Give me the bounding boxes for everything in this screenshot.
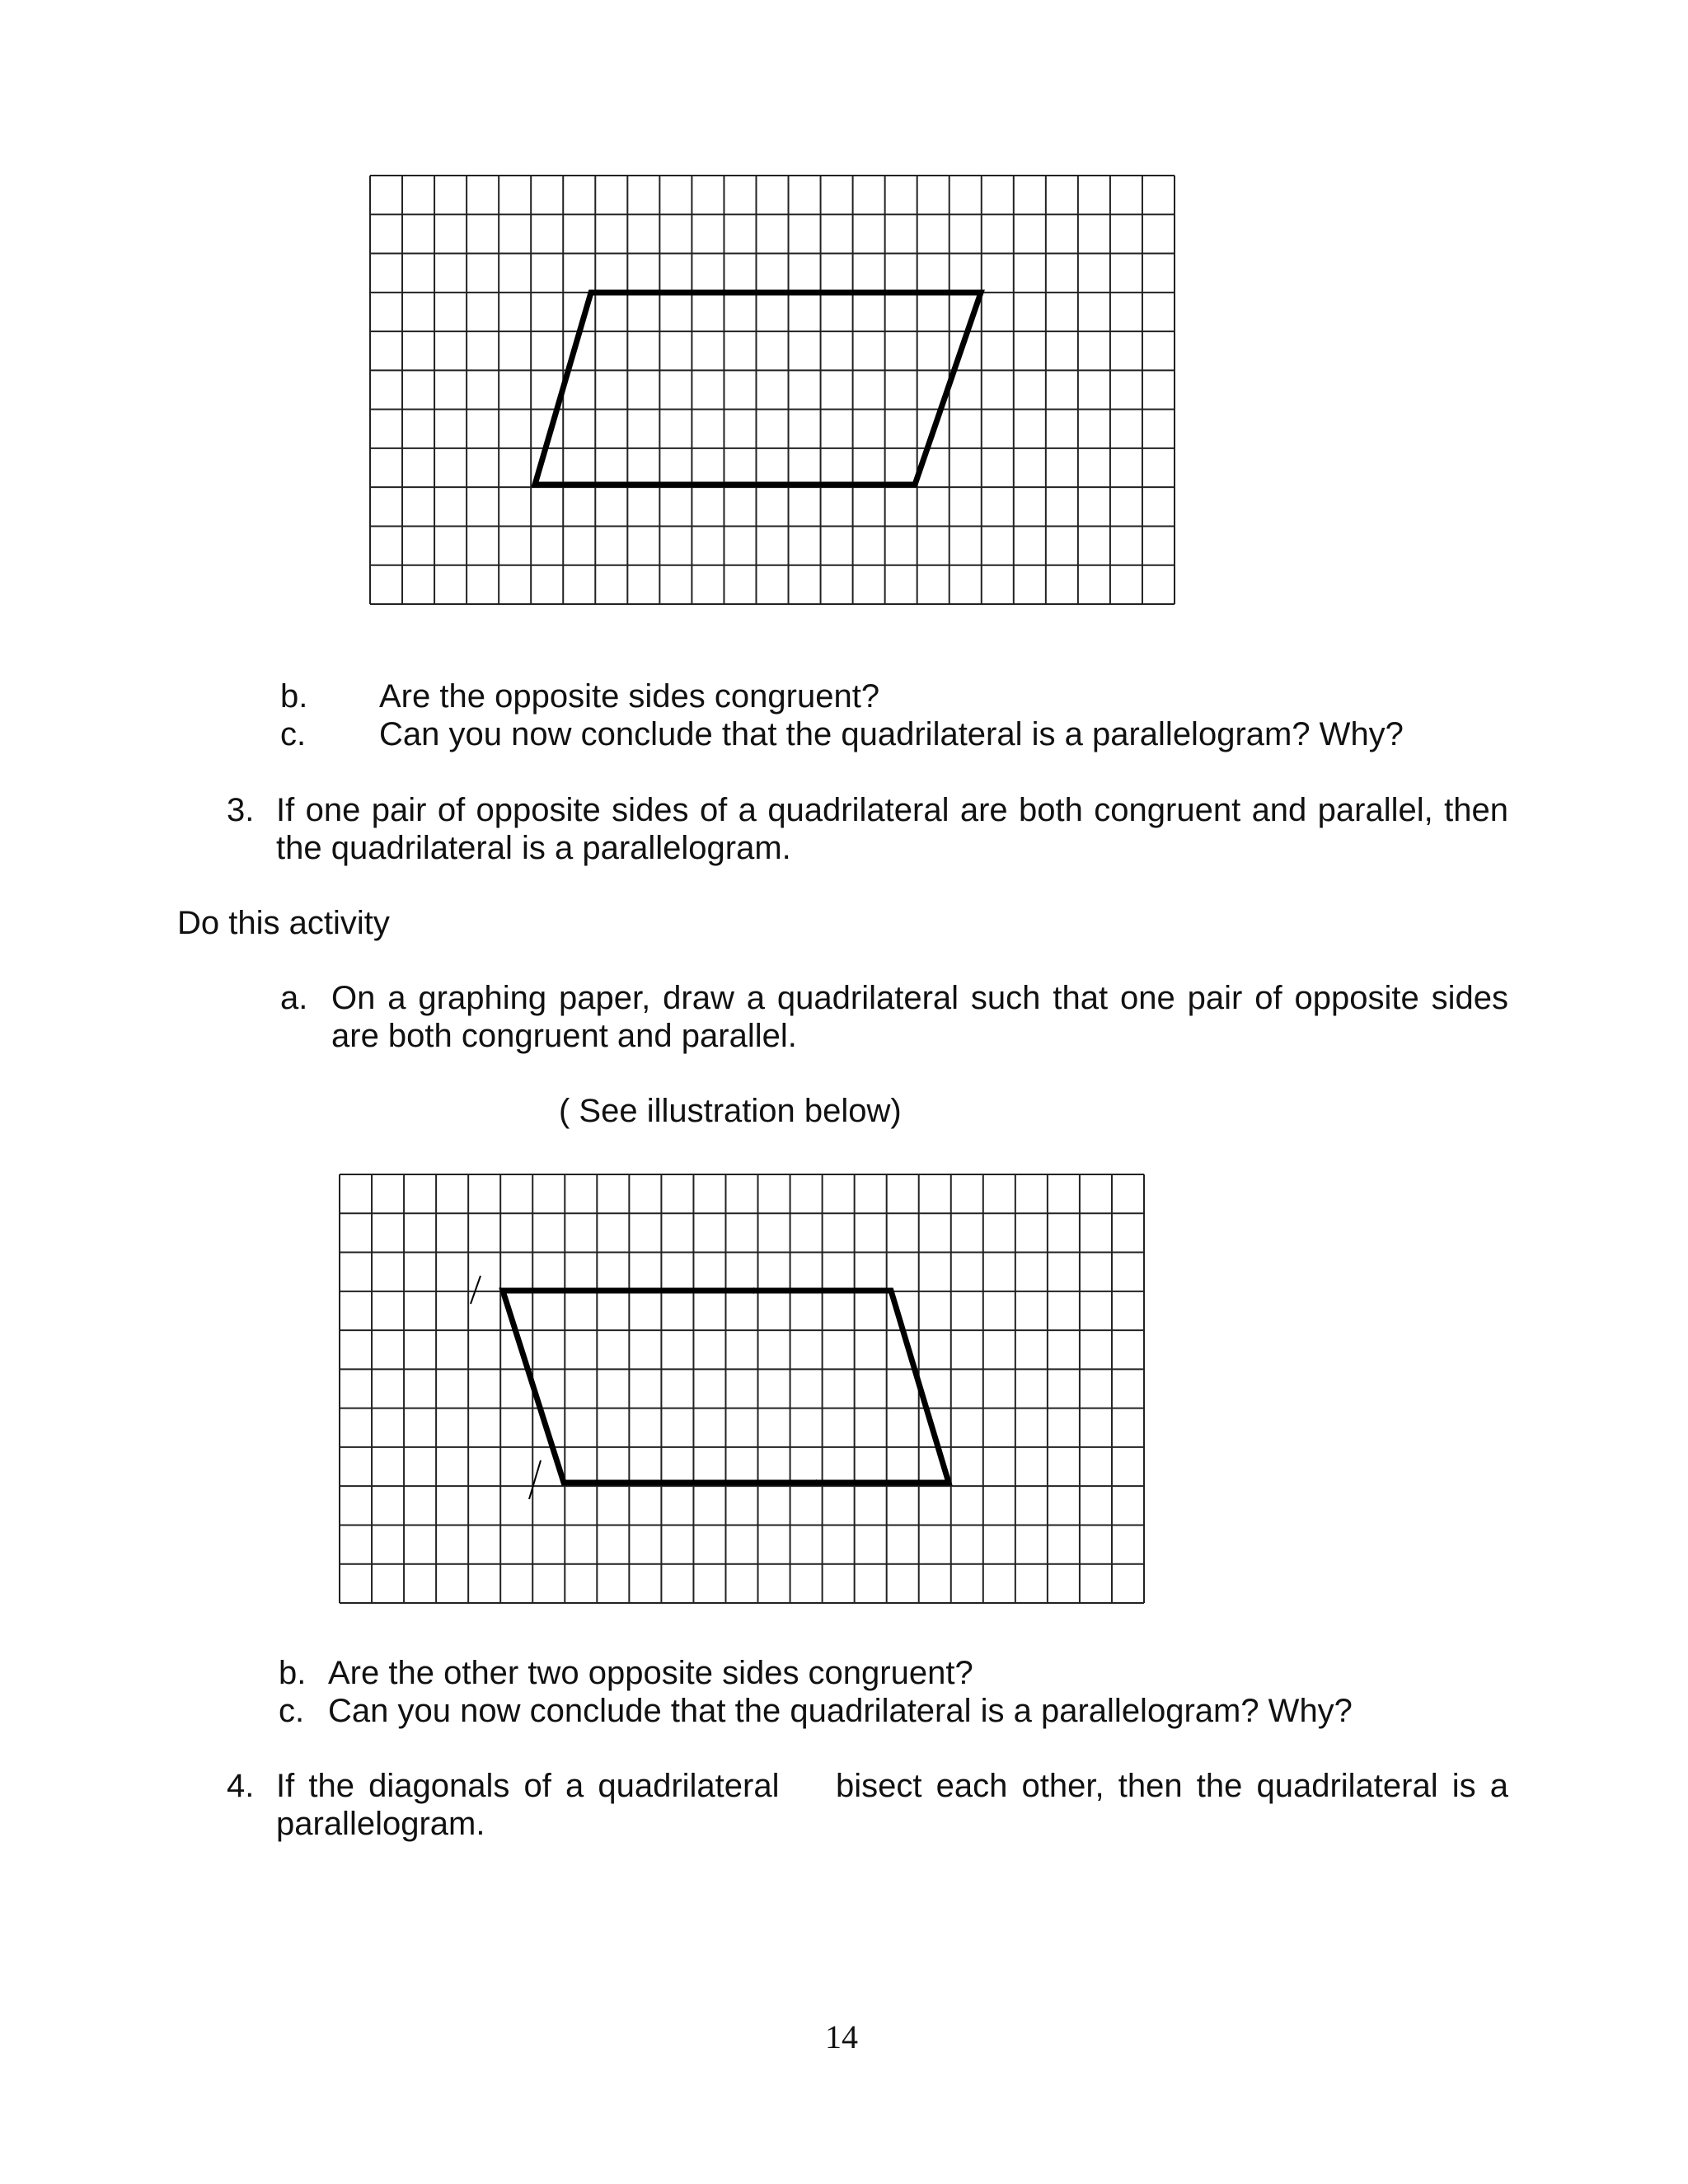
graph-grid-2	[339, 1174, 1145, 1604]
list-item-b-text: Are the opposite sides congruent?	[379, 678, 880, 715]
item-3-number: 3.	[227, 792, 255, 828]
activity-a-line-1: On a graphing paper, draw a quadrilateral such that one pair of opposite sides	[331, 980, 1508, 1016]
list-item-c-text: Can you now conclude that the quadrilateral is a parallelogram? Why?	[379, 716, 1404, 752]
list-item-c-letter: c.	[280, 716, 307, 752]
item-4-line-1: If the diagonals of a quadrilateral bisect each other, then the quadrilateral is a	[276, 1768, 1508, 1804]
activity-a-letter: a.	[280, 980, 308, 1016]
list-item-c2-letter: c.	[279, 1693, 305, 1729]
grid-lines	[340, 1174, 1144, 1603]
see-illustration-note: ( See illustration below)	[559, 1093, 902, 1129]
page-number: 14	[825, 2018, 858, 2055]
item-4-number: 4.	[227, 1768, 255, 1804]
item-4-line-2: parallelogram.	[276, 1806, 485, 1842]
parallelogram-1	[535, 293, 981, 485]
list-item-c2-text: Can you now conclude that the quadrilateral is a parallelogram? Why?	[328, 1693, 1353, 1729]
grid-lines	[370, 176, 1175, 604]
list-item-b2-letter: b.	[279, 1655, 307, 1691]
list-item-b2-text: Are the other two opposite sides congruent?	[328, 1655, 973, 1691]
congruence-tick-top	[471, 1276, 481, 1304]
activity-heading: Do this activity	[177, 905, 390, 941]
list-item-b-letter: b.	[280, 678, 308, 715]
graph-grid-1	[369, 175, 1175, 605]
item-3-line-1: If one pair of opposite sides of a quadrilateral are both congruent and parallel, then	[276, 792, 1508, 828]
item-3-line-2: the quadrilateral is a parallelogram.	[276, 830, 791, 866]
activity-a-line-2: are both congruent and parallel.	[331, 1018, 797, 1054]
congruence-tick-bottom	[529, 1460, 541, 1499]
